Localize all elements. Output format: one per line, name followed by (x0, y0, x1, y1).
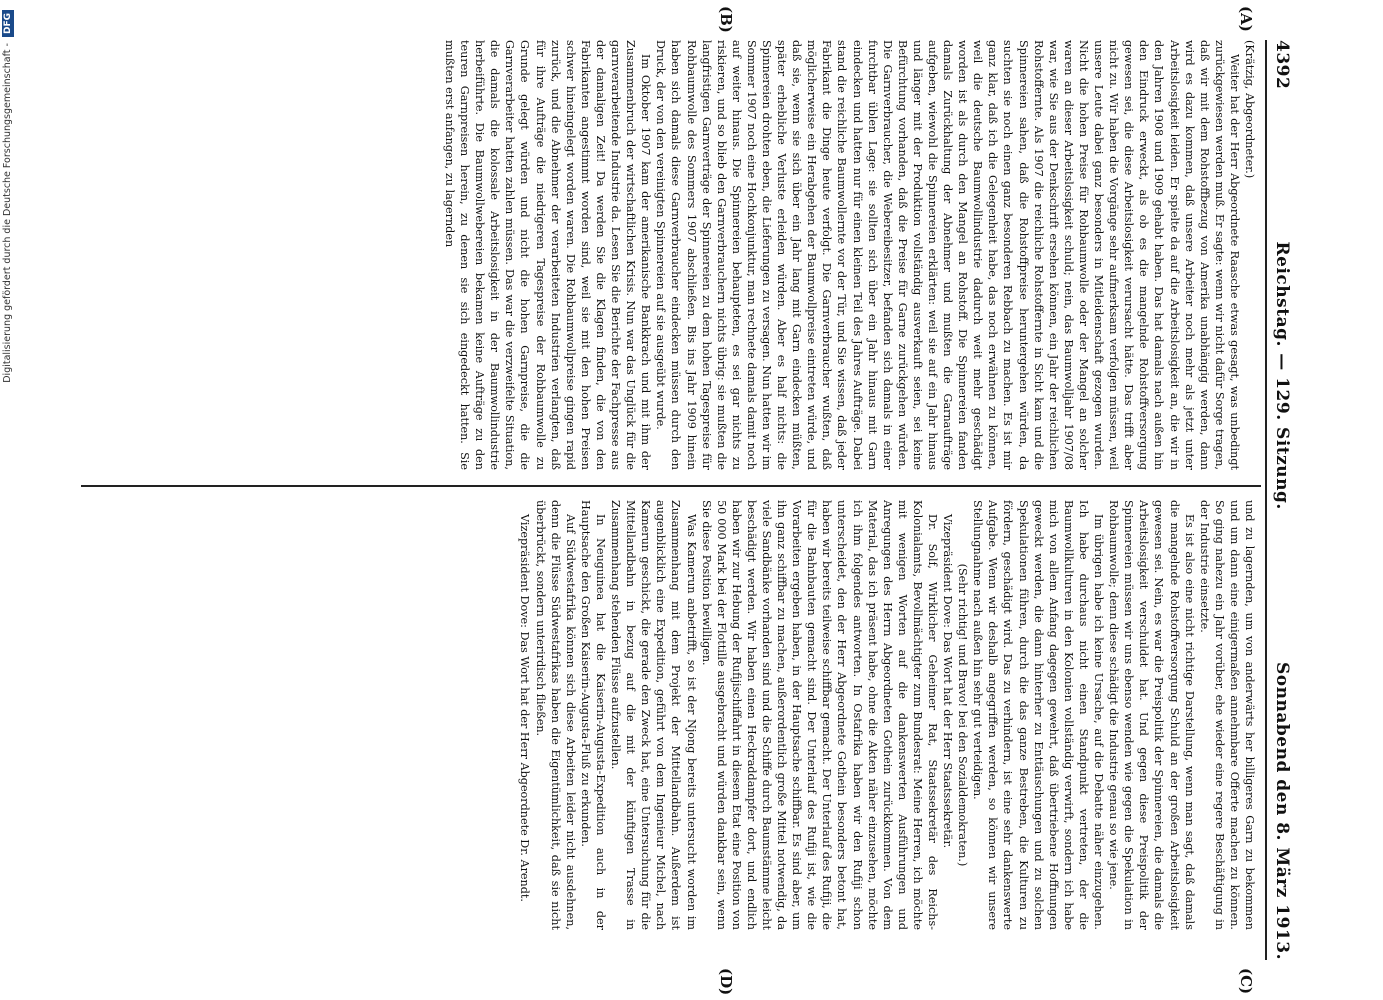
page-header (1269, 40, 1295, 960)
margin-marker-b: (B) (717, 6, 735, 33)
right-column (87, 500, 1257, 930)
page-number: 4392 (1272, 40, 1292, 90)
paragraph: Auf Südwestafrika können sich diese Arbeiten leider nicht ausdehnen, denn die Flüsse Südwestafrikas haben die Eigentümlichkeit, daß sie nicht überbrückt, sondern unterirdisch fließen. (533, 500, 577, 930)
speaker-note: (Krätzig, Abgeordneter.) (1243, 40, 1256, 179)
paragraph: Im übrigen habe ich keine Ursache, auf die Debatte näher einzugehen. Ich habe durchaus nicht einen Standpunkt vertreten, der die Baumwollkulturen in den Kolonien vollständig verwirft, sondern ich habe mich von allem Anfang dagegen gewehrt, daß übertriebene Hoffnungen geweckt werden, die dann hinterher zu Enttäuschungen und zu solchen Spekulationen führen, durch die das ganze Bestreben, die Kulturen zu fördern, geschädigt wird. Das zu verhindern, ist eine sehr dankenswerte Aufgabe. Wenn wir deshalb angegriffen werden, so können wir unsere Stellungnahme nach außen hin sehr gut verteidigen. (971, 500, 1106, 930)
session-title: Reichstag. — 129. Sitzung. (1272, 241, 1292, 510)
column-divider (81, 485, 1261, 487)
margin-marker-a: (A) (1237, 6, 1255, 32)
interjection: (Sehr richtig! und Bravo! bei den Sozialdemokraten.) (956, 563, 970, 867)
speaker-paragraph: Dr. Solf, Wirklicher Geheimer Rat, Staatssekretär des Reichs-Kolonialamts, Bevollmächtigter zum Bundesrat: Meine Herren, ich möchte mit wenigen Worten auf die dankenswerten Ausführungen und Anregungen des Herrn Abgeordneten Gothein zurückkommen. Von dem Material, das ich präsent habe, ohne die Akten näher einzusehen, möchte ich ihm folgendes antworten. In Ostafrika haben wir den Rufiji schon unterscheidet, den der Herr Abgeordnete Gothein besonders betont hat, haben wir bereits teilweise schiffbar gemacht. Der Unterlauf des Rufiji, die für die Bahnbauten gemacht sind. Der Unterlauf des Rufiji ist, wie die Vorarbeiten ergeben haben, in der Hauptsache schiffbar. Es sind aber, um ihn ganz schiffbar zu machen, außerordentlich große Mittel notwendig, da viele Sandbänke vorhanden sind und die Schiffe durch Baumstämme leicht beschädigt werden. Wir haben einen Heckraddampfer dort, und endlich haben wir zur Hebung der Rufijischiffahrt in diesem Etat eine Position von 50 000 Mark bei der Flottille ausgebracht und würden dankbar sein, wenn Sie diese Position bewilligen. (699, 500, 940, 930)
margin-marker-c: (C) (1237, 968, 1255, 995)
paragraph: Es ist also eine nicht richtige Darstellung, wenn man sagt, daß damals die mangelnde Rohstoffversorgung Schuld an der großen Arbeitslosigkeit gewesen sei. Nein, es war die Preispolitik der Spinnereien, die damals die Arbeitslosigkeit verschuldet hat. Und gegen diese Preispolitik der Spinnereien müssen wir uns ebenso wenden wie gegen die Spekulation in Rohbaumwolle; denn diese schädigt die Industrie genau so wie jene. (1107, 500, 1196, 930)
paragraph: Weiter hat der Herr Abgeordnete Raasche etwas gesagt, was unbedingt zurückgewiesen werden muß. Er sagte: wenn wir nicht dafür Sorge tragen, daß wir mit dem Rohstoffbezug von Amerika unabhängig werden, dann wird es dazu kommen, daß unsere Arbeiter noch mehr als jetzt unter Arbeitslosigkeit leiden. Er spielte da auf die Arbeitslosigkeit an, die wir in den Jahren 1908 und 1909 gehabt haben. Das hat damals nach außen hin den Eindruck erweckt, als ob es die mangelnde Rohstoffversorgung gewesen sei, die diese Arbeitslosigkeit verursacht hätte. Das trifft aber nicht zu. Wir haben die Vorgänge sehr aufmerksam verfolgen müssen, weil unsere Leute dabei ganz besonders in Mitleidenschaft gezogen wurden. Nicht die hohen Preise für Rohbaumwolle oder der Mangel an solcher waren an dieser Arbeitslosigkeit schuld; nein, das Baumwolljahr 1907/08 war, wie Sie aus der Denkschrift ersehen können, ein Jahr der reichlichen Rohstoffernte. Als 1907 die reichliche Rohstoffernte in Sicht kam und die Spinnereien sahen, daß die Rohstoffpreise heruntergehen würden, da suchten sie noch einen ganz besonderen Rebbach zu machen. Es ist mir ganz klar, daß ich die Gelegenheit habe, das noch erwähnen zu können, weil die deutsche Baumwollindustrie dadurch weit mehr geschädigt worden ist als durch den Mangel an Rohstoff. Die Spinnereien fanden damals Zurückhaltung der Abnehmer und mußten die Garnaufträge aufgeben, wiewohl die Spinnereien erklärten: weil sie auf ein Jahr hinaus und länger mit der Produktion vollständig ausverkauft seien, sei keine Befürchtung vorhanden, daß die Preise für Garne zurückgehen würden. Die Garnverbraucher, die Webereibesitzer, befanden sich damals in einer furchtbar üblen Lage: sie sollten sich über ein Jahr hinaus mit Garn eindecken und hatten nur für einen kleinen Teil des Jahres Aufträge. Dabei stand die reichliche Baumwollernte vor der Tür, und Sie wissen, daß jeder Fabrikant die Dinge heute verfolgt. Die Garnverbraucher wußten, daß möglicherweise ein Herabgehen der Baumwollpreise eintreten würde, und daß sie, wenn sie sich über ein Jahr lang mit Garn eindecken müßten, später erhebliche Verluste erleiden würden. Aber es half nichts: die Spinnereien drohten eben, die Lieferungen zu versagen. Nun hatten wir im Sommer 1907 noch eine Hochkonjunktur, man rechnete damals damit noch auf weiter hinaus. Die Spinnereien behaupteten, es sei gar nichts zu riskieren, und so blieb den Garnverbrauchern nichts übrig: sie mußten die langfristigen Garnverträge der Spinnereien zu dem hohen Tagespreise für Rohbaumwolle des Sommers 1907 abschließen. Bis ins Jahr 1909 hinein haben sich damals diese Garnverbraucher eindecken müssen durch den Druck, der von den vereinigten Spinnereien auf sie ausgeübt wurde. (654, 40, 1241, 470)
paragraph: Was Kamerun anbetrifft, so ist der Njong bereits untersucht worden im Zusammenhang mit dem Projekt der Mittellandbahn. Außerdem ist augenblicklich eine Expedition, geführt von dem Ingenieur Michel, nach Kamerun geschickt, die gerade den Zweck hat, eine Untersuchung für die Mittellandbahn in bezug auf die mit der künftigen Trasse in Zusammenhang stehenden Flüsse aufzustellen. (609, 500, 698, 930)
left-column (87, 40, 1257, 470)
header-rule (1265, 40, 1267, 960)
speaker-paragraph: Vizepräsident Dove: Das Wort hat der Herr Abgeordnete Dr. Arendt. (518, 514, 532, 902)
session-date: Sonnabend den 8. März 1913. (1272, 662, 1292, 960)
credit-text: Digitalisierung gefördert durch die Deutsche Forschungsgemeinschaft - (2, 43, 13, 383)
dfg-logo: DFG (2, 10, 14, 37)
margin-marker-d: (D) (717, 968, 735, 996)
paragraph: In Neuguinea hat die Kaiserin-Augusta-Expedition auch in der Hauptsache den Großen Kaiserin-Augusta-Fluß zu erkunden. (578, 500, 607, 930)
speaker-paragraph: Vizepräsident Dove: Das Wort hat der Herr Staatssekretär. (941, 514, 955, 849)
paragraph: und zu lagernden, um von anderwärts her billigeres Garn zu bekommen und um dann eine einigermaßen annehmbare Offerte machen zu können. So ging nahezu ein Jahr vorüber, ehe wieder eine regere Beschäftigung in der Industrie einsetzte. (1197, 500, 1256, 930)
page-content (80, 6, 1295, 996)
paragraph: Im Oktober 1907 kam der amerikanische Bankkrach und mit ihm der Zusammenbruch der wirtschaftlichen Krisis. Nun war das Unglück für die garnverarbeitende Industrie da. Lesen Sie die Berichte der Fachpresse aus der damaligen Zeit! Da werden Sie die Klagen finden, die von den Fabrikanten angestimmt worden sind, weil sie mit den hohen Preisen schwer hineingelegt worden waren. Die Rohbaumwollpreise gingen rapid zurück, und die Abnehmer der verarbeiteten Industrien verlangten, daß für ihre Aufträge die niedrigeren Tagespreise der Rohbaumwolle zu Grunde gelegt würden und nicht die hohen Garnpreise, die die Garnverarbeiter hatten zahlen müssen. Das war die verzweifelte Situation, die damals die kolossale Arbeitslosigkeit in der Baumwollindustrie herbeiführte. Die Baumwollwebereien bekamen keine Aufträge zu den teuren Garnpreisen herein, zu denen sie sich eingedeckt hatten. Sie mußten erst anfangen, zu lagernden (443, 40, 653, 470)
